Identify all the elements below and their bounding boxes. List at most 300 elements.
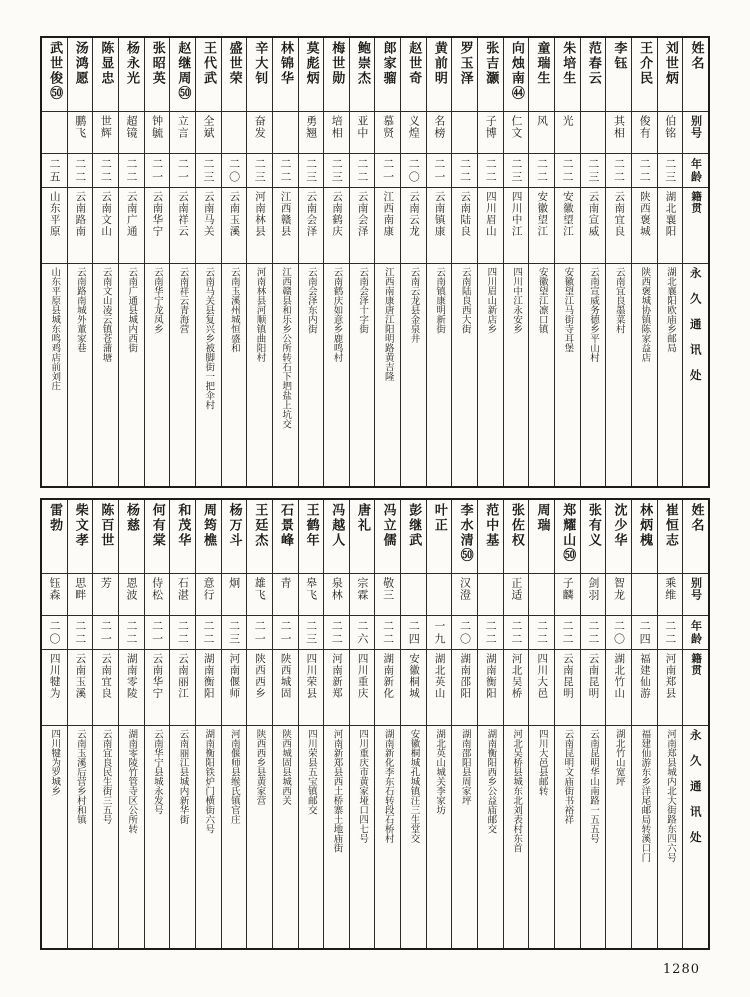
entry-name-cell <box>170 500 195 574</box>
entry-origin-cell <box>658 188 683 264</box>
entry-age: 二〇 <box>227 157 241 184</box>
roster-entry-column <box>605 38 631 486</box>
entry-origin: 云南鹤庆 <box>330 191 343 237</box>
entry-origin: 四川大邑 <box>536 653 549 699</box>
entry-origin: 四川眉山 <box>484 191 497 237</box>
entry-name-cell <box>273 38 298 112</box>
entry-address: 云南广通县城内西街 <box>126 267 138 353</box>
entry-age-cell <box>222 616 247 650</box>
entry-origin-cell <box>581 650 606 726</box>
entry-address: 四川中江永安乡 <box>511 267 523 334</box>
entry-origin-cell <box>222 188 247 264</box>
entry-age: 二二 <box>484 619 498 646</box>
entry-alias: 奋发 <box>253 115 267 139</box>
entry-origin-cell <box>350 188 375 264</box>
roster-entry-column <box>67 38 93 486</box>
entry-origin: 安徽望江 <box>561 191 574 237</box>
entry-origin-cell <box>452 650 477 726</box>
entry-alias-cell <box>529 574 554 616</box>
entry-address: 云南丽江县城内新华街 <box>177 729 189 824</box>
entry-alias-cell <box>196 574 221 616</box>
header-age-label: 年龄 <box>689 157 703 184</box>
entry-origin: 云南玉溪 <box>74 653 87 699</box>
entry-address-cell <box>401 264 426 486</box>
entry-origin-cell <box>247 188 272 264</box>
entry-origin-cell <box>222 650 247 726</box>
entry-age: 一九 <box>432 619 446 646</box>
entry-name-cell <box>658 38 683 112</box>
entry-alias: 雄飞 <box>253 577 267 601</box>
entry-address-cell <box>504 264 529 486</box>
entry-name: 郎家骝 <box>380 41 396 86</box>
header-origin-cell <box>683 650 708 726</box>
entry-alias: 青 <box>278 577 292 589</box>
entry-origin-cell <box>196 650 221 726</box>
entry-origin-cell <box>93 188 118 264</box>
entry-name-cell <box>222 500 247 574</box>
entry-age: 二二 <box>663 619 677 646</box>
entry-alias-cell <box>427 574 452 616</box>
entry-alias: 义煌 <box>407 115 421 139</box>
entry-age: 二二 <box>612 157 626 184</box>
entry-age: 二三 <box>304 157 318 184</box>
entry-origin: 云南丽江 <box>177 653 190 699</box>
header-column <box>682 38 708 486</box>
roster-entry-column <box>67 500 93 948</box>
entry-origin-cell <box>504 188 529 264</box>
entry-origin: 云南陆良 <box>459 191 472 237</box>
entry-origin-cell <box>299 188 324 264</box>
entry-name: 冯越人 <box>329 503 345 548</box>
roster-entry-column <box>144 500 170 948</box>
entry-alias-cell <box>375 112 400 154</box>
entry-origin: 云南会泽 <box>356 191 369 237</box>
entry-origin: 河北吴桥 <box>510 653 523 699</box>
entry-alias-cell <box>222 112 247 154</box>
entry-alias-cell <box>606 112 631 154</box>
entry-address-cell <box>478 726 503 948</box>
entry-name-cell <box>427 500 452 574</box>
entry-name: 赵世奇 <box>406 41 422 86</box>
entry-name-cell <box>427 38 452 112</box>
entry-origin-cell <box>555 188 580 264</box>
entry-name: 赵继周㊿ <box>175 41 191 101</box>
header-address-cell <box>683 726 708 948</box>
entry-address-cell <box>427 264 452 486</box>
entry-alias-cell <box>581 574 606 616</box>
entry-origin: 云南华宁 <box>151 191 164 237</box>
entry-age: 二二 <box>586 619 600 646</box>
entry-address: 云南华宁龙凤乡 <box>151 267 163 334</box>
entry-name-cell <box>504 38 529 112</box>
entry-age-cell <box>529 154 554 188</box>
header-name-cell <box>683 500 708 574</box>
entry-age-cell <box>401 616 426 650</box>
roster-entry-column <box>349 500 375 948</box>
entry-name: 李水清㊿ <box>457 503 473 563</box>
entry-alias-cell <box>427 112 452 154</box>
entry-address-cell <box>42 264 67 486</box>
entry-address-cell <box>196 264 221 486</box>
header-age-label: 年龄 <box>689 619 703 646</box>
entry-alias: 敬三 <box>381 577 395 601</box>
entry-name: 崔恒志 <box>662 503 678 548</box>
roster-entry-column <box>528 500 554 948</box>
entry-age: 二〇 <box>48 619 62 646</box>
entry-alias: 钰森 <box>48 577 62 601</box>
entry-address: 安徽桐城孔城镇汪三生堂交 <box>408 729 420 843</box>
entry-address: 湖北竹山宽坪 <box>613 729 625 786</box>
roster-entry-column <box>631 38 657 486</box>
header-origin-cell <box>683 188 708 264</box>
entry-alias: 风 <box>535 115 549 127</box>
entry-address-cell <box>606 264 631 486</box>
entry-address: 云南陆良西大街 <box>459 267 471 334</box>
entry-name: 张有义 <box>585 503 601 548</box>
entry-address: 江西赣县和乐乡公所转石下垇盐上坑交 <box>280 267 292 429</box>
entry-alias: 意行 <box>201 577 215 601</box>
entry-age: 二二 <box>535 619 549 646</box>
roster-entry-column <box>374 500 400 948</box>
entry-age: 二二 <box>73 619 87 646</box>
header-alias-cell <box>683 574 708 616</box>
entry-age: 二一 <box>381 157 395 184</box>
entry-age: 二五 <box>48 157 62 184</box>
entry-age: 二二 <box>201 619 215 646</box>
entry-origin: 湖南新化 <box>382 653 395 699</box>
entry-alias-cell <box>350 574 375 616</box>
entry-address: 云南宣威务德乡平山村 <box>588 267 600 362</box>
entry-name-cell <box>119 38 144 112</box>
entry-age: 二三 <box>304 619 318 646</box>
entry-name-cell <box>401 38 426 112</box>
entry-address: 湖北襄阳欧庙乡邮局 <box>665 267 677 353</box>
entry-origin-cell <box>581 188 606 264</box>
roster-entry-column <box>657 38 683 486</box>
entry-origin: 湖北襄阳 <box>664 191 677 237</box>
entry-age: 二二 <box>561 619 575 646</box>
entry-name: 盛世荣 <box>226 41 242 86</box>
entry-name: 王介民 <box>637 41 653 86</box>
header-name-label: 姓名 <box>688 41 704 71</box>
entry-name-cell <box>658 500 683 574</box>
entry-name-cell <box>222 38 247 112</box>
entry-age: 二二 <box>278 157 292 184</box>
entry-name: 李钰 <box>611 41 627 71</box>
entry-age-cell <box>350 154 375 188</box>
entry-address-cell <box>68 264 93 486</box>
entry-address: 云南云龙县金泉井 <box>408 267 420 343</box>
entry-alias-cell <box>658 574 683 616</box>
entry-name: 柴文孝 <box>72 503 88 548</box>
entry-alias-cell <box>145 574 170 616</box>
entry-address-cell <box>170 726 195 948</box>
entry-age-cell <box>324 154 349 188</box>
entry-name: 杨万斗 <box>226 503 242 548</box>
entry-address: 河南新郑县西土桥寨土地庙街 <box>331 729 343 853</box>
entry-name: 林炳槐 <box>637 503 653 548</box>
entry-age: 二二 <box>330 619 344 646</box>
entry-alias: 俊有 <box>638 115 652 139</box>
entry-age-cell <box>555 154 580 188</box>
entry-name-cell <box>68 38 93 112</box>
entry-age: 二四 <box>638 619 652 646</box>
roster-entry-column <box>195 500 221 948</box>
entry-origin-cell <box>145 650 170 726</box>
entry-age-cell <box>247 154 272 188</box>
entry-name-cell <box>375 38 400 112</box>
roster-entry-column <box>631 500 657 948</box>
entry-alias-cell <box>555 574 580 616</box>
entry-age-cell <box>247 616 272 650</box>
entry-age-cell <box>273 154 298 188</box>
roster-entry-column <box>169 500 195 948</box>
entry-alias-cell <box>632 574 657 616</box>
entry-name-cell <box>68 500 93 574</box>
entry-origin: 云南马关 <box>202 191 215 237</box>
entry-age-cell <box>196 154 221 188</box>
entry-age: 二三 <box>663 157 677 184</box>
entry-origin: 云南广通 <box>125 191 138 237</box>
entry-address-cell <box>119 264 144 486</box>
entry-alias-cell <box>478 112 503 154</box>
roster-entry-column <box>503 500 529 948</box>
entry-age-cell <box>350 616 375 650</box>
entry-age-cell <box>196 616 221 650</box>
roster-entry-column <box>554 500 580 948</box>
entry-age: 二二 <box>509 619 523 646</box>
entry-origin-cell <box>529 650 554 726</box>
entry-alias: 芳 <box>99 577 113 589</box>
entry-name: 莫彪炳 <box>303 41 319 86</box>
entry-origin: 云南昆明 <box>587 653 600 699</box>
entry-age: 二二 <box>484 157 498 184</box>
entry-age: 二〇 <box>612 619 626 646</box>
header-alias-label: 别号 <box>689 577 703 601</box>
roster-entry-column <box>42 38 67 486</box>
entry-name: 王代武 <box>201 41 217 86</box>
entry-origin-cell <box>606 188 631 264</box>
entry-age: 二二 <box>176 619 190 646</box>
entry-age: 二一 <box>150 157 164 184</box>
entry-name-cell <box>145 38 170 112</box>
entry-name: 王鹤年 <box>303 503 319 548</box>
roster-entry-column <box>528 38 554 486</box>
entry-address: 云南宜良民生街三五号 <box>100 729 112 824</box>
entry-name: 冯立儒 <box>380 503 396 548</box>
entry-name-cell <box>42 38 67 112</box>
entry-alias: 伯铭 <box>663 115 677 139</box>
roster-entry-column <box>118 500 144 948</box>
header-address-cell <box>683 264 708 486</box>
entry-address-cell <box>452 726 477 948</box>
entry-age-cell <box>119 154 144 188</box>
entry-origin: 湖北竹山 <box>613 653 626 699</box>
entry-alias-cell <box>222 574 247 616</box>
entry-address-cell <box>119 726 144 948</box>
entry-name-cell <box>555 500 580 574</box>
entry-name-cell <box>632 500 657 574</box>
entry-origin-cell <box>350 650 375 726</box>
entry-address: 陕西西乡县黄家营 <box>254 729 266 805</box>
entry-alias-cell <box>299 112 324 154</box>
entry-address: 安徽望江凛口镇 <box>536 267 548 334</box>
entry-origin: 四川荣县 <box>305 653 318 699</box>
entry-alias: 石湛 <box>176 577 190 601</box>
entry-alias: 世辉 <box>99 115 113 139</box>
entry-address-cell <box>196 726 221 948</box>
entry-age-cell <box>581 616 606 650</box>
entry-alias-cell <box>93 112 118 154</box>
page-number: 1280 <box>662 962 700 977</box>
entry-origin-cell <box>196 188 221 264</box>
header-address-label: 永久通讯处 <box>688 267 703 395</box>
entry-name: 林锦华 <box>277 41 293 86</box>
entry-alias-cell <box>606 574 631 616</box>
entry-name-cell <box>273 500 298 574</box>
entry-name: 陈百世 <box>98 503 114 548</box>
entry-origin: 湖南衡阳 <box>484 653 497 699</box>
entry-address-cell <box>222 726 247 948</box>
entry-name-cell <box>42 500 67 574</box>
entry-origin-cell <box>478 188 503 264</box>
entry-alias: 子博 <box>484 115 498 139</box>
entry-address: 河南偃师县缑氏镇官庄 <box>228 729 240 824</box>
entry-name: 刘世炳 <box>662 41 678 86</box>
entry-age-cell <box>119 616 144 650</box>
entry-address: 湖南零陵竹管寺区公所转 <box>126 729 138 834</box>
roster-entry-column <box>477 38 503 486</box>
entry-origin-cell <box>504 650 529 726</box>
entry-origin-cell <box>247 650 272 726</box>
entry-age: 二二 <box>638 157 652 184</box>
entry-address-cell <box>93 726 118 948</box>
entry-address: 云南华宁县城永发号 <box>151 729 163 815</box>
entry-name: 叶正 <box>431 503 447 533</box>
entry-alias-cell <box>401 574 426 616</box>
entry-origin-cell <box>324 650 349 726</box>
roster-entry-column <box>246 500 272 948</box>
entry-origin-cell <box>606 650 631 726</box>
entry-name-cell <box>581 500 606 574</box>
header-alias-label: 别号 <box>689 115 703 139</box>
entry-origin-cell <box>42 188 67 264</box>
entry-origin: 云南会泽 <box>305 191 318 237</box>
entry-age: 二三 <box>586 157 600 184</box>
entry-age: 二二 <box>458 157 472 184</box>
roster-entry-column <box>605 500 631 948</box>
entry-name-cell <box>170 38 195 112</box>
entry-name: 张吉灏 <box>483 41 499 86</box>
entry-address: 云南玉溪后营乡村和镇 <box>74 729 86 824</box>
roster-entry-column <box>451 500 477 948</box>
header-column <box>682 500 708 948</box>
entry-alias-cell <box>68 112 93 154</box>
entry-name-cell <box>478 38 503 112</box>
entry-origin-cell <box>375 650 400 726</box>
entry-origin: 四川重庆 <box>356 653 369 699</box>
entry-name: 沈少华 <box>611 503 627 548</box>
entry-age-cell <box>299 154 324 188</box>
entry-address-cell <box>504 726 529 948</box>
roster-entry-column <box>554 38 580 486</box>
entry-name-cell <box>632 38 657 112</box>
entry-name-cell <box>324 500 349 574</box>
entry-name: 彭继武 <box>406 503 422 548</box>
entry-origin-cell <box>42 650 67 726</box>
entry-name: 梅世勋 <box>329 41 345 86</box>
entry-alias: 正适 <box>509 577 523 601</box>
entry-age-cell <box>606 616 631 650</box>
entry-alias-cell <box>350 112 375 154</box>
entry-alias-cell <box>581 112 606 154</box>
entry-name-cell <box>581 38 606 112</box>
roster-entry-column <box>451 38 477 486</box>
entry-name: 辛大钊 <box>252 41 268 86</box>
entry-origin-cell <box>427 188 452 264</box>
entry-address: 湖南邵阳县周家坪 <box>459 729 471 805</box>
entry-address: 湖北英山城关李家坊 <box>434 729 446 815</box>
roster-table-top <box>40 36 710 488</box>
entry-name-cell <box>529 500 554 574</box>
entry-name: 陈显忠 <box>98 41 114 86</box>
roster-entry-column <box>92 500 118 948</box>
entry-origin-cell <box>555 650 580 726</box>
entry-alias-cell <box>375 574 400 616</box>
header-age-cell <box>683 154 708 188</box>
entry-age-cell <box>42 616 67 650</box>
entry-origin: 云南宣威 <box>587 191 600 237</box>
entry-age-cell <box>324 616 349 650</box>
entry-origin-cell <box>324 188 349 264</box>
entry-alias-cell <box>504 574 529 616</box>
roster-entry-column <box>477 500 503 948</box>
entry-origin-cell <box>427 650 452 726</box>
entry-age: 二六 <box>355 619 369 646</box>
entry-address-cell <box>350 726 375 948</box>
entry-name: 朱培生 <box>560 41 576 86</box>
entry-alias: 乘维 <box>663 577 677 601</box>
entry-age-cell <box>632 154 657 188</box>
entry-origin: 云南昆明 <box>561 653 574 699</box>
entry-name-cell <box>452 500 477 574</box>
entry-origin: 云南宜良 <box>100 653 113 699</box>
entry-alias-cell <box>658 112 683 154</box>
entry-name-cell <box>93 38 118 112</box>
entry-name: 和茂华 <box>175 503 191 548</box>
entry-age: 二一 <box>278 619 292 646</box>
entry-address: 云南宜良墨菜村 <box>613 267 625 334</box>
entry-name-cell <box>145 500 170 574</box>
entry-age-cell <box>170 154 195 188</box>
entry-origin-cell <box>401 650 426 726</box>
entry-origin-cell <box>401 188 426 264</box>
entry-origin: 湖南零陵 <box>125 653 138 699</box>
entry-age-cell <box>375 616 400 650</box>
entry-name-cell <box>478 500 503 574</box>
entry-age-cell <box>504 616 529 650</box>
entry-address-cell <box>273 264 298 486</box>
entry-alias: 炯 <box>227 577 241 589</box>
entry-origin-cell <box>68 650 93 726</box>
entry-address: 四川荣县五宝镇邮交 <box>305 729 317 815</box>
entry-name: 向烛南㊹ <box>508 41 524 101</box>
roster-entry-column <box>400 500 426 948</box>
entry-address-cell <box>478 264 503 486</box>
entry-age-cell <box>452 616 477 650</box>
roster-entry-column <box>272 38 298 486</box>
entry-alias-cell <box>42 574 67 616</box>
